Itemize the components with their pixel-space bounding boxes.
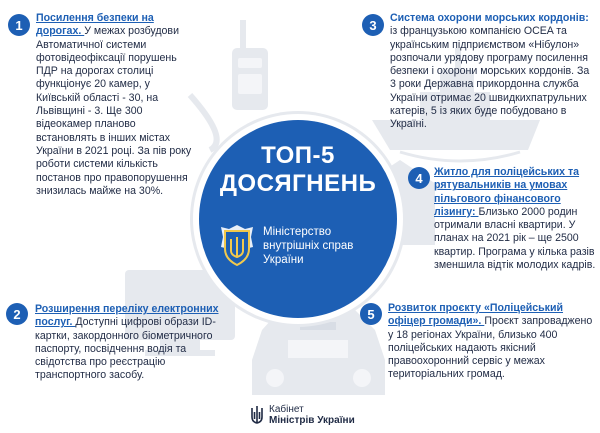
item-2: [35, 303, 230, 383]
item-2-text: Доступні цифрові образи ID-картки, закордонного біометричного паспорту, посвідчення водія та свідотства про реєстрацію транспортного засобу.: [35, 316, 216, 382]
number-badge-3: 3: [362, 14, 384, 36]
main-title: [199, 142, 397, 198]
item-3-heading: Система охорони морських кордонів:: [390, 12, 589, 24]
trident-emblem-icon: [217, 223, 257, 269]
ministry-name: [263, 225, 353, 267]
item-1-heading: Посилення безпеки на дорогах.: [36, 12, 154, 38]
footer-logo: [250, 404, 355, 426]
item-5: [388, 302, 594, 382]
item-2-heading: Розширення переліку електронних послуг.: [35, 303, 219, 329]
item-1: [36, 12, 196, 198]
ministry-line-3: України: [263, 254, 304, 266]
number-badge-1: 1: [8, 14, 30, 36]
footer-line-1: Кабінет: [269, 404, 304, 415]
number-badge-4: 4: [408, 167, 430, 189]
item-1-text: У межах розбудови Автоматичної системи фотовідеофіксації порушень ПДР на дорогах столиці функціонує 20 камер, у Київській області - 30, на Львівщині - 3. Ще 300 відеокамер планово встановлять в інших містах України в 2021 році. За пів року роботи системи кількість постанов про правопорушення знизилась майже на 30%.: [36, 25, 192, 197]
item-5-heading: Розвиток проєкту «Поліцейський офіцер громади».: [388, 302, 564, 328]
number-badge-5: 5: [360, 303, 382, 325]
ministry-line-1: Міністерство: [263, 226, 332, 238]
item-4-text: Близько 2000 родин отримали власні квартири. У планах на 2021 рік – ще 2500 квартир. Програма у кілька разів зменшила відтік молодих кадрів.: [434, 205, 596, 272]
trident-icon: [250, 405, 264, 425]
main-title-line-2: ДОСЯГНЕНЬ: [219, 170, 377, 197]
footer-line-2: Міністрів України: [269, 415, 355, 426]
center-circle: [199, 120, 397, 318]
item-3-text: із французькою компанією OCEA та українським підприємством «Нібулон» розпочали урядову програму посилення безпеки і охорони морських кордонів. За 3 роки Державна прикордонна служба України отримає 20 швидкихпатрульних катерів, 5 із яких буде побудовано в Україні.: [390, 25, 590, 131]
ministry-logo: [217, 216, 387, 276]
ministry-line-2: внутрішніх справ: [263, 240, 354, 252]
footer-text: [269, 404, 355, 426]
item-3: [390, 12, 598, 132]
item-4-heading: Житло для поліцейських та рятувальників на умовах пільгового фінансового лізингу:: [434, 166, 580, 218]
main-title-line-1: ТОП-5: [261, 142, 335, 169]
item-4: [434, 166, 598, 272]
item-5-text: Проєкт запроваджено у 18 регіонах України, близько 400 поліцейських надають якісний правоохоронний сервіс у межах територіальних громад.: [388, 315, 593, 381]
number-badge-2: 2: [6, 303, 28, 325]
